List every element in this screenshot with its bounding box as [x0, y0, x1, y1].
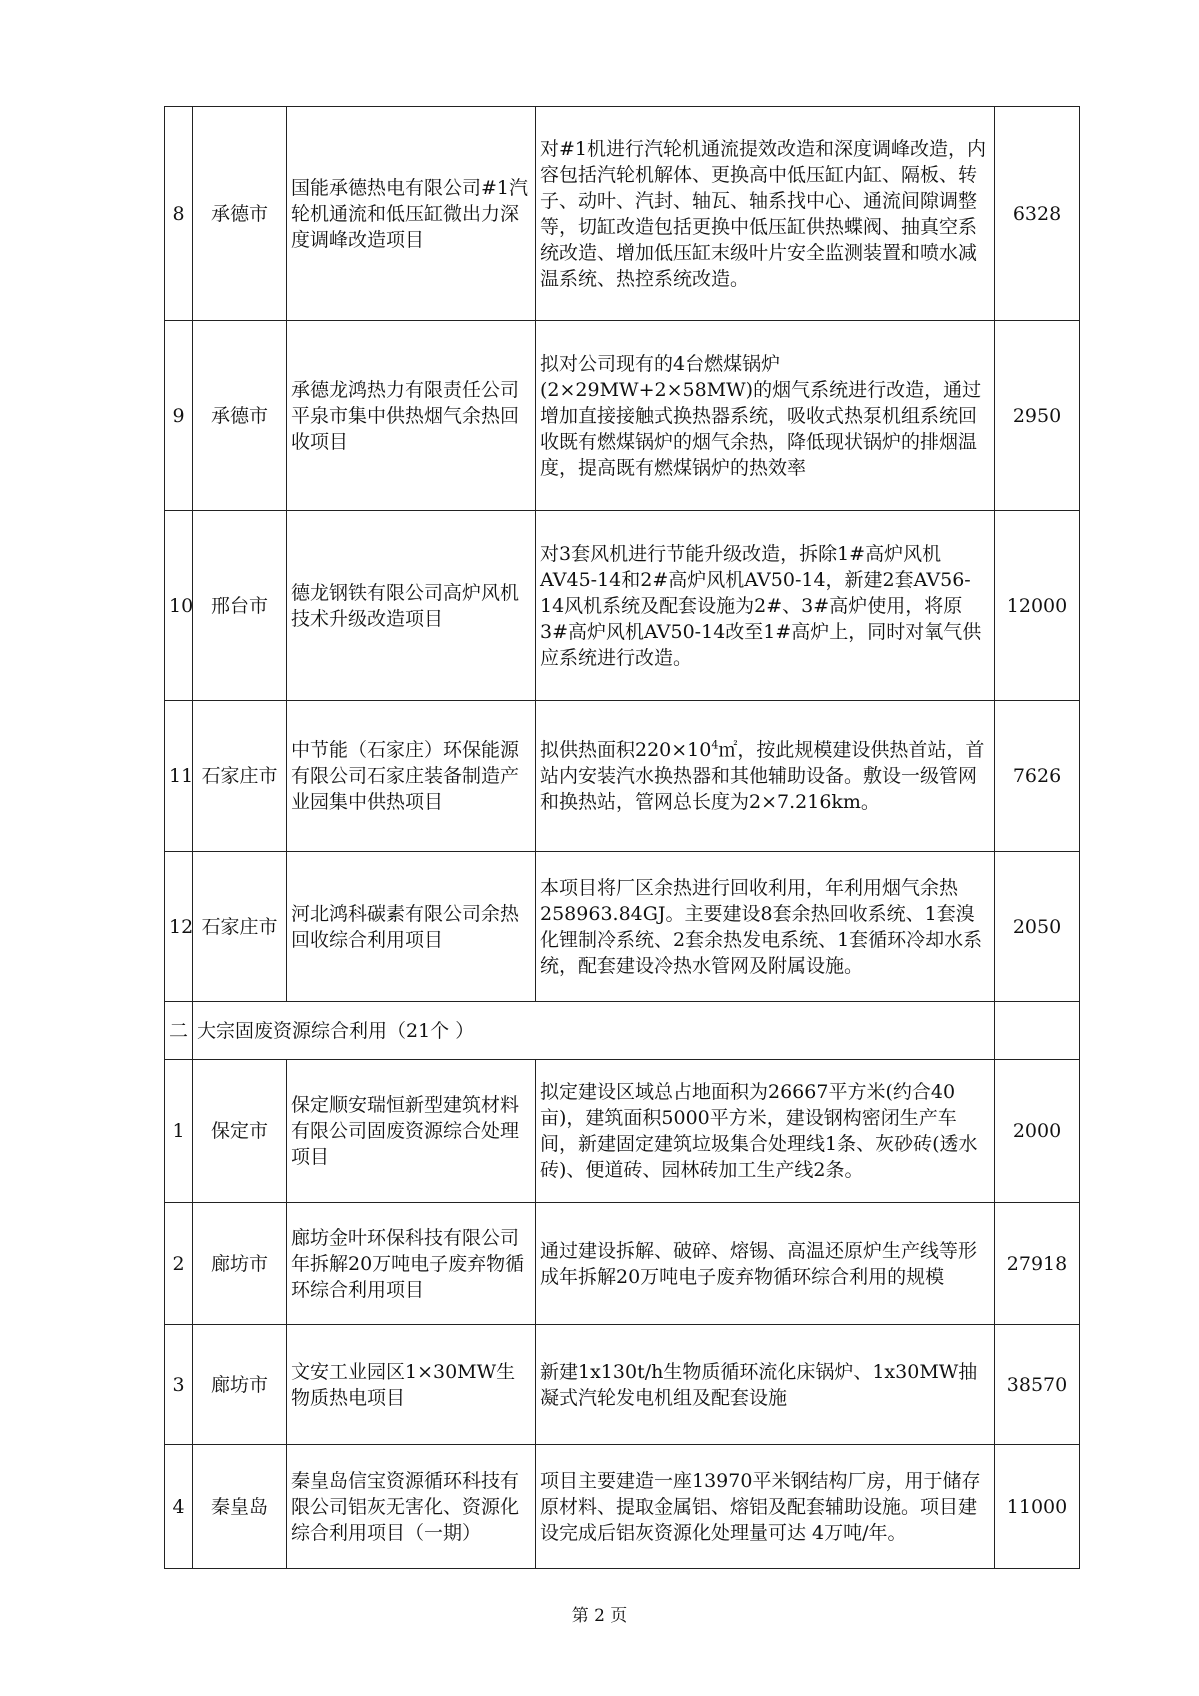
section-amount-cell	[995, 1002, 1080, 1060]
row-content: 项目主要建造一座13970平米钢结构厂房，用于储存原材料、提取金属铝、熔铝及配套辅助设施。项目建设完成后铝灰资源化处理量可达 4万吨/年。	[536, 1445, 995, 1569]
project-table	[164, 106, 1080, 1569]
row-amount: 38570	[995, 1325, 1080, 1445]
row-city: 廊坊市	[193, 1325, 287, 1445]
table-row	[165, 321, 1080, 511]
row-content: 对#1机进行汽轮机通流提效改造和深度调峰改造，内容包括汽轮机解体、更换高中低压缸内缸、隔板、转子、动叶、汽封、轴瓦、轴系找中心、通流间隙调整等，切缸改造包括更换中低压缸供热蝶阀、抽真空系统改造、增加低压缸末级叶片安全监测装置和喷水减温系统、热控系统改造。	[536, 107, 995, 321]
row-content: 新建1x130t/h生物质循环流化床锅炉、1x30MW抽凝式汽轮发电机组及配套设施	[536, 1325, 995, 1445]
row-content: 拟对公司现有的4台燃煤锅炉(2×29MW+2×58MW)的烟气系统进行改造，通过增加直接接触式换热器系统，吸收式热泵机组系统回收既有燃煤锅炉的烟气余热，降低现状锅炉的排烟温度，提高既有燃煤锅炉的热效率	[536, 321, 995, 511]
table-row	[165, 701, 1080, 852]
row-number: 1	[165, 1060, 193, 1203]
table-row	[165, 852, 1080, 1002]
content-text: 拟供热面积220×10	[540, 739, 712, 761]
row-amount: 2050	[995, 852, 1080, 1002]
table-row	[165, 1060, 1080, 1203]
row-city: 保定市	[193, 1060, 287, 1203]
table-row	[165, 511, 1080, 701]
section-title: 大宗固废资源综合利用（21个 ）	[193, 1002, 995, 1060]
row-amount: 12000	[995, 511, 1080, 701]
row-number: 12	[165, 852, 193, 1002]
row-project-name: 国能承德热电有限公司#1汽轮机通流和低压缸微出力深度调峰改造项目	[287, 107, 536, 321]
exponent: 4	[711, 738, 719, 752]
row-city: 邢台市	[193, 511, 287, 701]
row-content: 对3套风机进行节能升级改造，拆除1#高炉风机AV45-14和2#高炉风机AV50-14，新建2套AV56-14风机系统及配套设施为2#、3#高炉使用，将原3#高炉风机AV50-14改至1#高炉上，同时对氧气供应系统进行改造。	[536, 511, 995, 701]
section-row	[165, 1002, 1080, 1060]
row-project-name: 秦皇岛信宝资源循环科技有限公司铝灰无害化、资源化综合利用项目（一期）	[287, 1445, 536, 1569]
row-amount: 11000	[995, 1445, 1080, 1569]
table-row	[165, 1445, 1080, 1569]
row-number: 2	[165, 1203, 193, 1325]
row-content	[536, 701, 995, 852]
row-content: 拟定建设区域总占地面积为26667平方米(约合40亩)，建筑面积5000平方米，建设钢构密闭生产车间，新建固定建筑垃圾集合处理线1条、灰砂砖(透水砖)、便道砖、园林砖加工生产线2条。	[536, 1060, 995, 1203]
row-project-name: 中节能（石家庄）环保能源有限公司石家庄装备制造产业园集中供热项目	[287, 701, 536, 852]
row-city: 石家庄市	[193, 701, 287, 852]
row-number: 8	[165, 107, 193, 321]
row-amount: 6328	[995, 107, 1080, 321]
row-content: 通过建设拆解、破碎、熔锡、高温还原炉生产线等形成年拆解20万吨电子废弃物循环综合利用的规模	[536, 1203, 995, 1325]
row-number: 11	[165, 701, 193, 852]
row-city: 秦皇岛	[193, 1445, 287, 1569]
page-number: 第 2 页	[571, 1606, 628, 1626]
table-row	[165, 1203, 1080, 1325]
row-project-name: 河北鸿科碳素有限公司余热回收综合利用项目	[287, 852, 536, 1002]
row-project-name: 廊坊金叶环保科技有限公司年拆解20万吨电子废弃物循环综合利用项目	[287, 1203, 536, 1325]
row-amount: 27918	[995, 1203, 1080, 1325]
content-text: ㎡，按此规模建设供热首站，首站内安装汽水换热器和其他辅助设备。敷设一级管网和换热站，管网总长度为2×7.216km。	[540, 739, 985, 813]
row-number: 3	[165, 1325, 193, 1445]
row-project-name: 保定顺安瑞恒新型建筑材料有限公司固废资源综合处理项目	[287, 1060, 536, 1203]
section-number: 二	[165, 1002, 193, 1060]
row-city: 廊坊市	[193, 1203, 287, 1325]
row-project-name: 文安工业园区1×30MW生物质热电项目	[287, 1325, 536, 1445]
row-project-name: 德龙钢铁有限公司高炉风机技术升级改造项目	[287, 511, 536, 701]
row-number: 4	[165, 1445, 193, 1569]
row-amount: 2950	[995, 321, 1080, 511]
row-amount: 2000	[995, 1060, 1080, 1203]
row-number: 10	[165, 511, 193, 701]
row-city: 承德市	[193, 107, 287, 321]
table-row	[165, 1325, 1080, 1445]
row-project-name: 承德龙鸿热力有限责任公司平泉市集中供热烟气余热回收项目	[287, 321, 536, 511]
row-city: 石家庄市	[193, 852, 287, 1002]
row-content: 本项目将厂区余热进行回收利用，年利用烟气余热258963.84GJ。主要建设8套余热回收系统、1套溴化锂制冷系统、2套余热发电系统、1套循环冷却水系统，配套建设冷热水管网及附属设施。	[536, 852, 995, 1002]
row-city: 承德市	[193, 321, 287, 511]
row-amount: 7626	[995, 701, 1080, 852]
row-number: 9	[165, 321, 193, 511]
table-row	[165, 107, 1080, 321]
